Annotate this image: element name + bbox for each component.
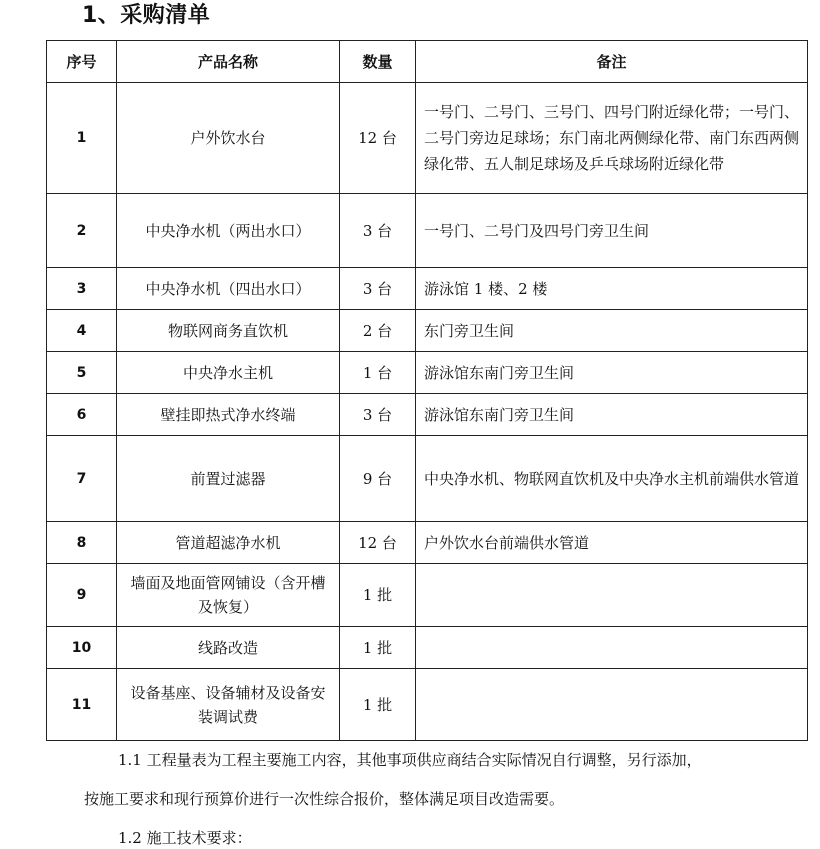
remarks: 游泳馆 1 楼、2 楼 [416, 268, 808, 310]
remarks [416, 669, 808, 741]
table-row [47, 627, 808, 669]
row-number: 9 [47, 564, 117, 627]
remarks: 东门旁卫生间 [416, 310, 808, 352]
remarks: 一号门、二号门、三号门、四号门附近绿化带；一号门、二号门旁边足球场；东门南北两侧绿化带、南门东西两侧绿化带、五人制足球场及乒乓球场附近绿化带 [416, 83, 808, 194]
quantity: 1 批 [340, 564, 416, 627]
product-name: 墙面及地面管网铺设（含开槽及恢复） [117, 564, 340, 627]
quantity: 2 台 [340, 310, 416, 352]
remarks: 游泳馆东南门旁卫生间 [416, 394, 808, 436]
table-row [47, 194, 808, 268]
row-number: 6 [47, 394, 117, 436]
table-row [47, 669, 808, 741]
quantity: 3 台 [340, 194, 416, 268]
product-name: 物联网商务直饮机 [117, 310, 340, 352]
row-number: 10 [47, 627, 117, 669]
table-row [47, 564, 808, 627]
remarks: 一号门、二号门及四号门旁卫生间 [416, 194, 808, 268]
quantity: 1 批 [340, 669, 416, 741]
remarks [416, 564, 808, 627]
row-number: 11 [47, 669, 117, 741]
paragraph-1-1-line-1: 1.1 工程量表为工程主要施工内容，其他事项供应商结合实际情况自行调整，另行添加， [118, 751, 702, 769]
row-number: 2 [47, 194, 117, 268]
header-remarks: 备注 [416, 41, 808, 83]
row-number: 7 [47, 436, 117, 522]
paragraph-1-1-line-2: 按施工要求和现行预算价进行一次性综合报价，整体满足项目改造需要。 [84, 790, 565, 808]
product-name: 壁挂即热式净水终端 [117, 394, 340, 436]
table-row [47, 522, 808, 564]
table-row [47, 352, 808, 394]
section-heading: 1、采购清单 [82, 3, 211, 28]
product-name: 管道超滤净水机 [117, 522, 340, 564]
remarks: 中央净水机、物联网直饮机及中央净水主机前端供水管道 [416, 436, 808, 522]
header-product-name: 产品名称 [117, 41, 340, 83]
table-row [47, 268, 808, 310]
product-name: 户外饮水台 [117, 83, 340, 194]
quantity: 9 台 [340, 436, 416, 522]
product-name: 中央净水主机 [117, 352, 340, 394]
product-name: 中央净水机（两出水口） [117, 194, 340, 268]
remarks: 游泳馆东南门旁卫生间 [416, 352, 808, 394]
header-quantity: 数量 [340, 41, 416, 83]
quantity: 1 批 [340, 627, 416, 669]
quantity: 3 台 [340, 394, 416, 436]
row-number: 3 [47, 268, 117, 310]
header-no: 序号 [47, 41, 117, 83]
row-number: 5 [47, 352, 117, 394]
row-number: 1 [47, 83, 117, 194]
row-number: 8 [47, 522, 117, 564]
paragraph-1-2-heading: 1.2 施工技术要求： [118, 829, 252, 847]
procurement-table [46, 40, 808, 741]
product-name: 前置过滤器 [117, 436, 340, 522]
product-name: 线路改造 [117, 627, 340, 669]
quantity: 1 台 [340, 352, 416, 394]
quantity: 12 台 [340, 83, 416, 194]
product-name: 设备基座、设备辅材及设备安装调试费 [117, 669, 340, 741]
table-row [47, 394, 808, 436]
table-row [47, 310, 808, 352]
product-name: 中央净水机（四出水口） [117, 268, 340, 310]
row-number: 4 [47, 310, 117, 352]
quantity: 3 台 [340, 268, 416, 310]
table-row [47, 436, 808, 522]
remarks [416, 627, 808, 669]
table-row [47, 83, 808, 194]
table-header-row [47, 41, 808, 83]
quantity: 12 台 [340, 522, 416, 564]
remarks: 户外饮水台前端供水管道 [416, 522, 808, 564]
